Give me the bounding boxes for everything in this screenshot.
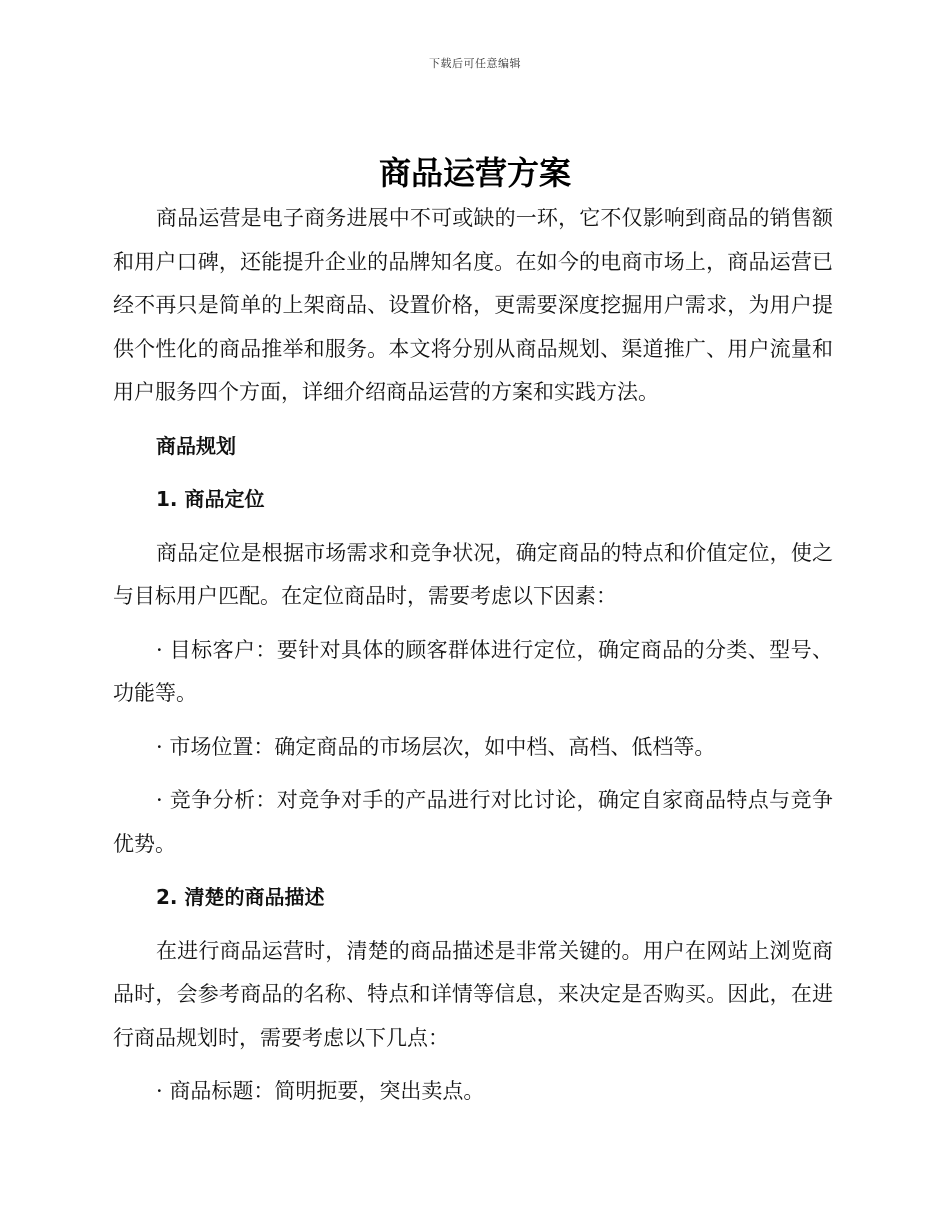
intro-paragraph: 商品运营是电子商务进展中不可或缺的一环，它不仅影响到商品的销售额和用户口碑，还能提升企业的品牌知名度。在如今的电商市场上，商品运营已经不再只是简单的上架商品、设置价格，更需要深度挖掘用户需求，为用户提供个性化的商品推举和服务。本文将分别从商品规划、渠道推广、用户流量和用户服务四个方面，详细介绍商品运营的方案和实践方法。 (113, 206, 833, 404)
bullet-competition-analysis: · 竞争分析：对竞争对手的产品进行对比讨论，确定自家商品特点与竞争优势。 (113, 788, 833, 856)
header-note: 下载后可任意编辑 (429, 57, 521, 70)
bullet-product-title: · 商品标题：简明扼要，突出卖点。 (156, 1079, 485, 1103)
positioning-paragraph: 商品定位是根据市场需求和竞争状况，确定商品的特点和价值定位，使之与目标用户匹配。在定位商品时，需要考虑以下因素： (113, 540, 833, 608)
subsection-heading-description: 2. 清楚的商品描述 (156, 885, 325, 909)
section-heading-product-planning: 商品规划 (156, 433, 236, 458)
document-body (113, 197, 833, 1114)
subsection-heading-positioning: 1. 商品定位 (156, 487, 265, 511)
document-title: 商品运营方案 (378, 154, 571, 192)
bullet-target-customer: · 目标客户：要针对具体的顾客群体进行定位，确定商品的分类、型号、功能等。 (113, 637, 833, 705)
description-paragraph: 在进行商品运营时，清楚的商品描述是非常关键的。用户在网站上浏览商品时，会参考商品的名称、特点和详情等信息，来决定是否购买。因此，在进行商品规划时，需要考虑以下几点： (113, 938, 833, 1050)
bullet-market-position: · 市场位置：确定商品的市场层次，如中档、高档、低档等。 (156, 734, 716, 759)
